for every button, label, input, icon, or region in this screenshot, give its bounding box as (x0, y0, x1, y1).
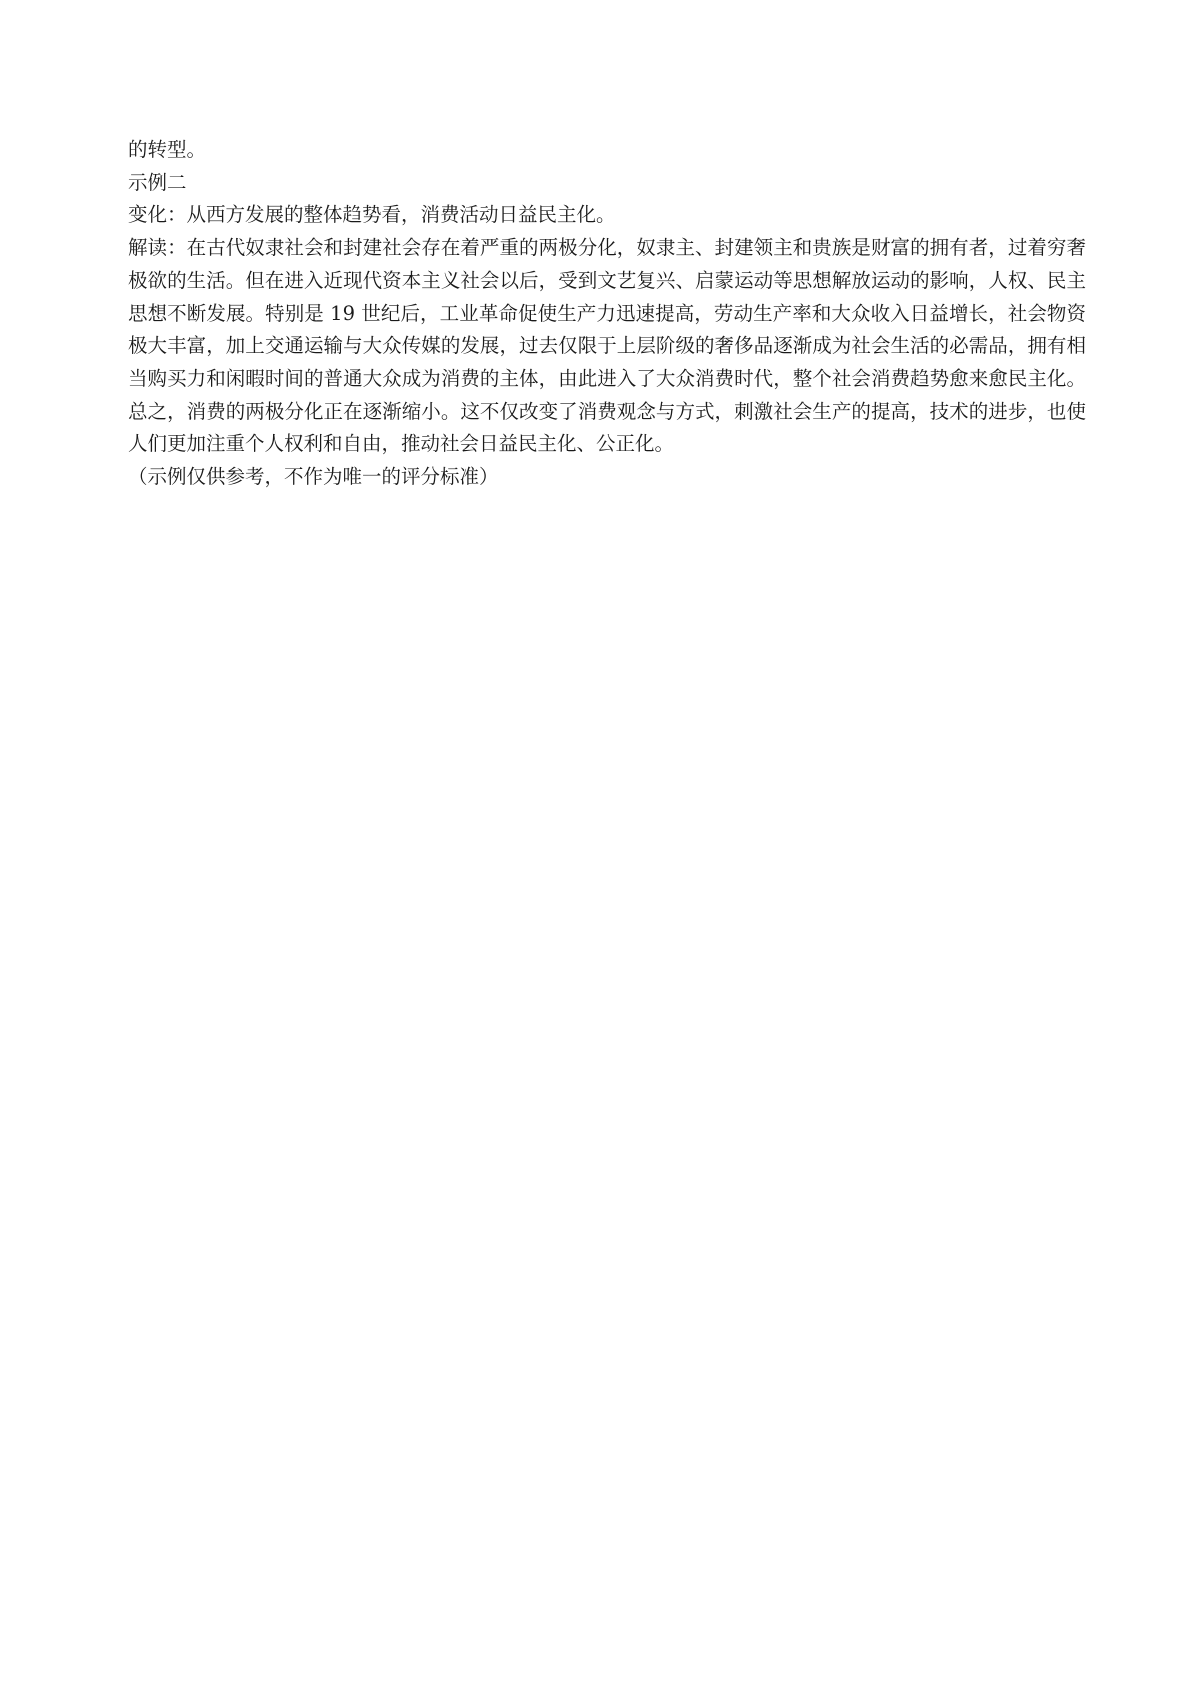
paragraph-continuation: 的转型。 (128, 138, 207, 161)
reference-note: （示例仅供参考，不作为唯一的评分标准） (128, 465, 499, 489)
document-body (128, 134, 1086, 494)
interpretation-paragraph: 解读：在古代奴隶社会和封建社会存在着严重的两极分化，奴隶主、封建领主和贵族是财富的拥有者，过着穷奢极欲的生活。但在进入近现代资本主义社会以后，受到文艺复兴、启蒙运动等思想解放运动的影响，人权、民主思想不断发展。特别是 19 世纪后，工业革命促使生产力迅速提高，劳动生产率和大众收入日益增长，社会物资极大丰富，加上交通运输与大众传媒的发展，过去仅限于上层阶级的奢侈品逐渐成为社会生活的必需品，拥有相当购买力和闲暇时间的普通大众成为消费的主体，由此进入了大众消费时代，整个社会消费趋势愈来愈民主化。总之，消费的两极分化正在逐渐缩小。这不仅改变了消费观念与方式，刺激社会生产的提高，技术的进步，也使人们更加注重个人权利和自由，推动社会日益民主化、公正化。 (128, 236, 1086, 456)
change-paragraph: 变化：从西方发展的整体趋势看，消费活动日益民主化。 (128, 203, 616, 227)
example-heading: 示例二 (128, 170, 187, 194)
